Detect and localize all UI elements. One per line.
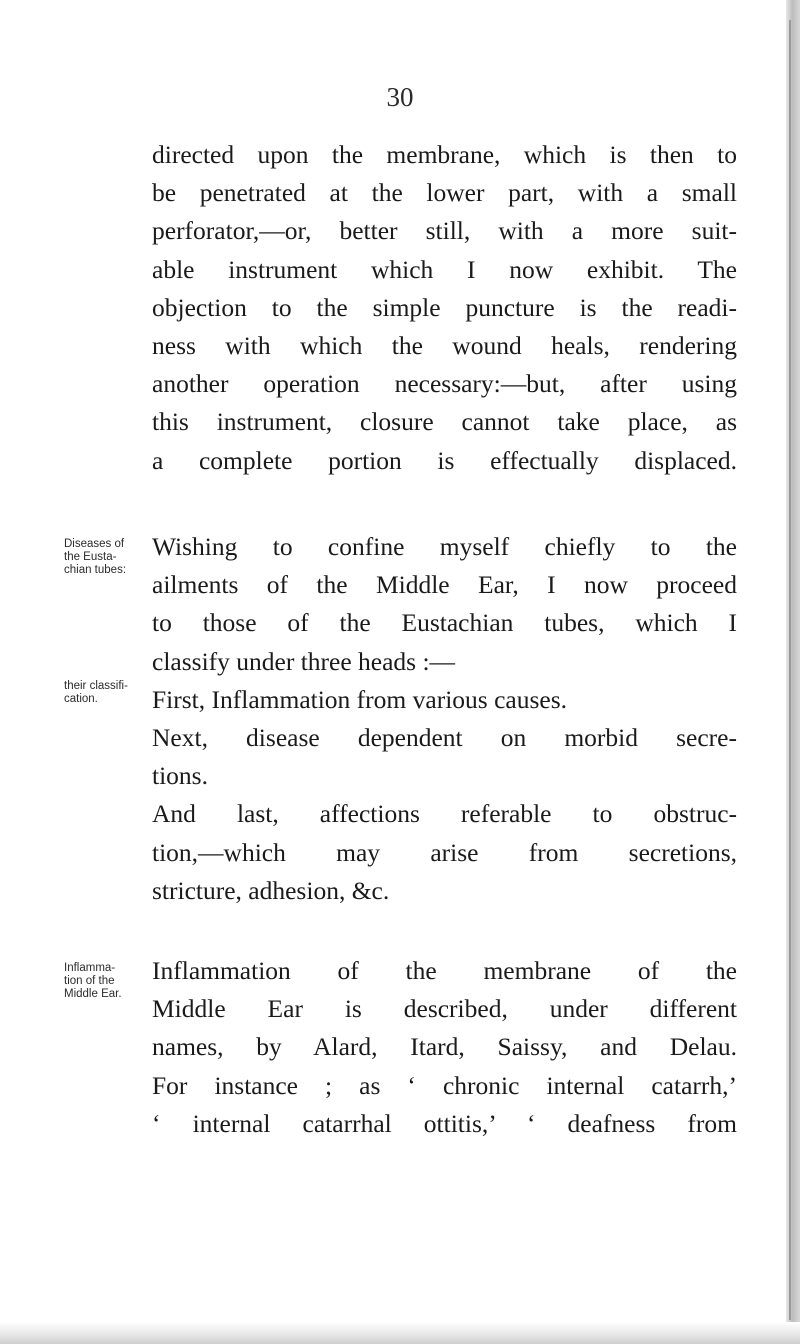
- paragraph-1: [152, 136, 737, 480]
- margin-note-line: Middle Ear.: [64, 988, 122, 1000]
- text-line: be penetrated at the lower part, with a small: [152, 178, 737, 208]
- margin-note-line: the Eusta-: [64, 551, 117, 563]
- text-line: tions.: [152, 761, 208, 791]
- margin-note-line: Diseases of: [64, 538, 125, 550]
- text-line: stricture, adhesion, &c.: [152, 875, 390, 905]
- paragraph-3: [152, 952, 737, 1143]
- margin-note-line: chian tubes:: [64, 564, 127, 576]
- page-edge-bottom: [0, 1322, 800, 1344]
- text-line: Middle Ear is described, under different: [152, 994, 737, 1024]
- margin-note-line: Inflamma-: [64, 962, 116, 974]
- margin-note-inflammation: [64, 962, 150, 1001]
- text-line: tion,—which may arise from secretions,: [152, 837, 737, 867]
- text-line: And last, affections referable to obstruc-: [152, 799, 737, 829]
- text-line: classify under three heads :—: [152, 646, 456, 676]
- text-line: ailments of the Middle Ear, I now proceed: [152, 570, 737, 600]
- text-line: directed upon the membrane, which is then to: [152, 140, 737, 169]
- margin-note-line: tion of the: [64, 975, 115, 987]
- text-line: this instrument, closure cannot take place, as: [152, 407, 737, 437]
- page-edge-right: [786, 0, 800, 1344]
- text-line: First, Inflammation from various causes.: [152, 684, 567, 714]
- margin-note-diseases: [64, 538, 150, 577]
- text-line: another operation necessary:—but, after using: [152, 369, 737, 399]
- text-line: Wishing to confine myself chiefly to the: [152, 532, 737, 561]
- margin-note-line: cation.: [64, 693, 98, 705]
- page-number: 30: [386, 82, 414, 112]
- margin-note-classification: [64, 680, 150, 706]
- text-line: to those of the Eustachian tubes, which I: [152, 608, 737, 638]
- paragraph-2: [152, 528, 737, 910]
- text-line: able instrument which I now exhibit. The: [152, 254, 737, 284]
- text-line: ‘ internal catarrhal ottitis,’ ‘ deafness from: [152, 1108, 737, 1138]
- text-line: Next, disease dependent on morbid secre-: [152, 723, 737, 753]
- text-line: perforator,—or, better still, with a more suit-: [152, 216, 737, 246]
- text-line: names, by Alard, Itard, Saissy, and Delau.: [152, 1032, 737, 1062]
- text-line: Inflammation of the membrane of the: [152, 956, 737, 985]
- text-line: objection to the simple puncture is the readi-: [152, 292, 737, 322]
- margin-note-line: their classifi-: [64, 680, 128, 692]
- text-line: For instance ; as ‘ chronic internal catarrh,’: [152, 1070, 737, 1100]
- text-line: a complete portion is effectually displaced.: [152, 445, 737, 475]
- text-line: ness with which the wound heals, rendering: [152, 331, 737, 361]
